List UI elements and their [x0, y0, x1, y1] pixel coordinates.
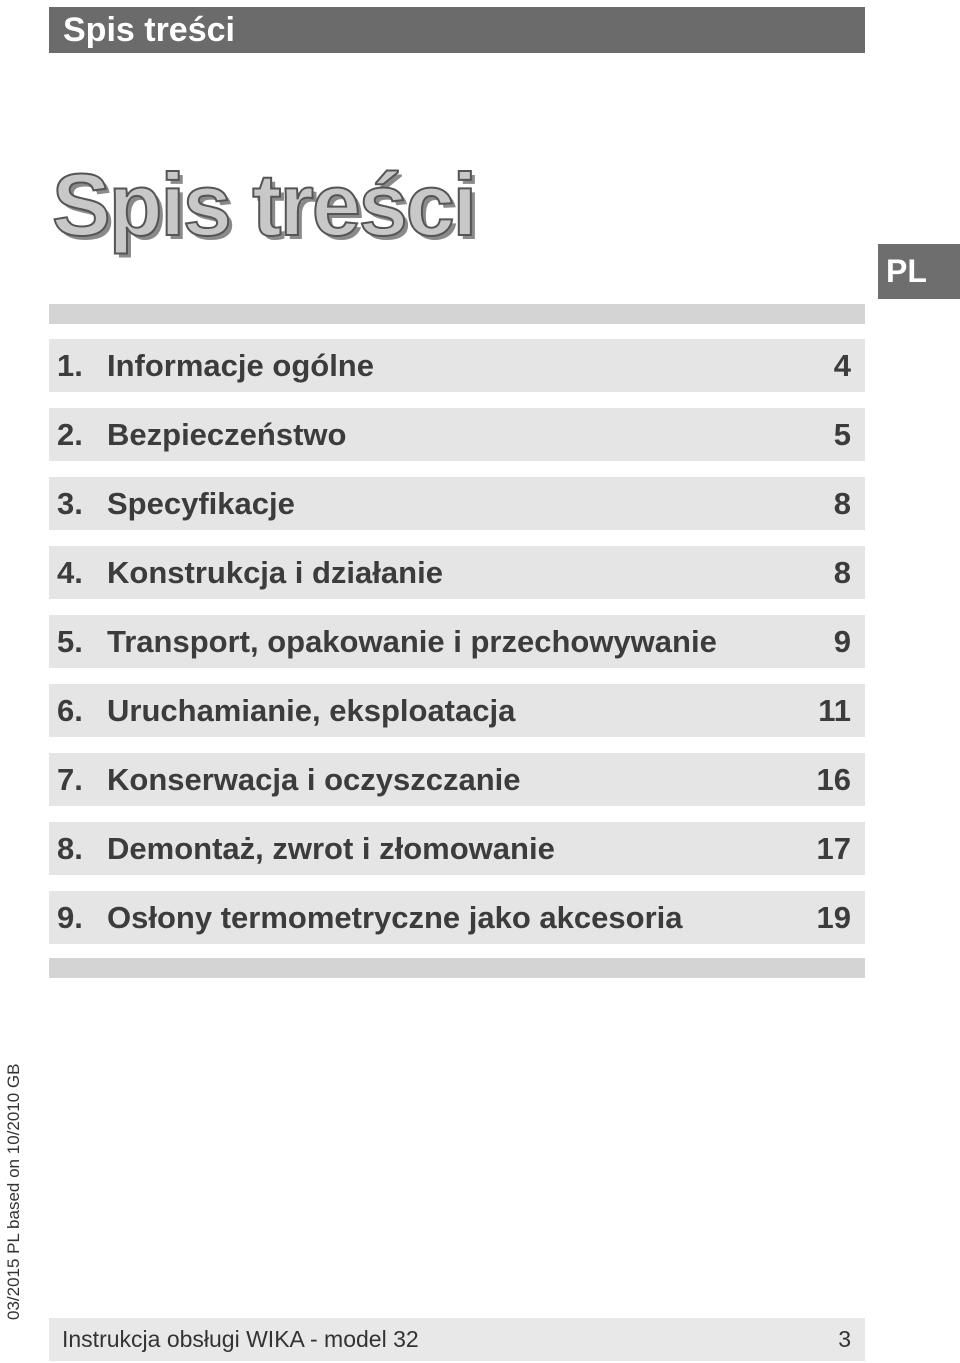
- footer-bar: [49, 1318, 865, 1361]
- toc-item-3[interactable]: [49, 477, 865, 530]
- toc-item-9[interactable]: [49, 891, 865, 944]
- toc-title: Osłony termometryczne jako akcesoria: [107, 899, 683, 935]
- toc-number: 1.: [57, 347, 83, 383]
- toc-page: 8: [833, 485, 851, 521]
- header-bar: [49, 7, 865, 53]
- bottom-divider: [49, 958, 865, 978]
- toc-title: Bezpieczeństwo: [107, 416, 347, 452]
- toc-item-7[interactable]: [49, 753, 865, 806]
- toc-item-1[interactable]: [49, 339, 865, 392]
- toc-title: Konstrukcja i działanie: [107, 554, 443, 590]
- toc-number: 5.: [57, 623, 83, 659]
- toc-item-6[interactable]: [49, 684, 865, 737]
- toc-page: 17: [816, 830, 851, 866]
- document-revision-note: 03/2015 PL based on 10/2010 GB: [4, 1063, 23, 1320]
- toc-page: 5: [833, 416, 851, 452]
- toc-page: 16: [816, 761, 851, 797]
- page-number: 3: [838, 1326, 851, 1352]
- toc-title: Demontaż, zwrot i złomowanie: [107, 830, 555, 866]
- top-divider: [49, 304, 865, 324]
- toc-page: 4: [833, 347, 851, 383]
- toc-number: 3.: [57, 485, 83, 521]
- toc-title: Uruchamianie, eksploatacja: [107, 692, 516, 728]
- toc-number: 2.: [57, 416, 83, 452]
- toc-item-2[interactable]: [49, 408, 865, 461]
- toc-number: 7.: [57, 761, 83, 797]
- toc-number: 4.: [57, 554, 83, 590]
- toc-title: Specyfikacje: [107, 485, 295, 521]
- toc-title: Konserwacja i oczyszczanie: [107, 761, 521, 797]
- footer-title: Instrukcja obsługi WIKA - model 32: [62, 1326, 419, 1352]
- language-tab: PL: [878, 244, 960, 299]
- toc-item-4[interactable]: [49, 546, 865, 599]
- toc-list: [49, 339, 865, 960]
- page-title: Spis treści: [52, 155, 476, 254]
- toc-page: 11: [818, 692, 851, 728]
- toc-title: Transport, opakowanie i przechowywanie: [107, 623, 717, 659]
- toc-page: 8: [833, 554, 851, 590]
- toc-number: 6.: [57, 692, 83, 728]
- toc-page: 19: [816, 899, 851, 935]
- toc-number: 9.: [57, 899, 83, 935]
- toc-item-5[interactable]: [49, 615, 865, 668]
- toc-number: 8.: [57, 830, 83, 866]
- header-title: Spis treści: [63, 11, 235, 49]
- toc-title: Informacje ogólne: [107, 347, 374, 383]
- toc-item-8[interactable]: [49, 822, 865, 875]
- toc-page: 9: [833, 623, 851, 659]
